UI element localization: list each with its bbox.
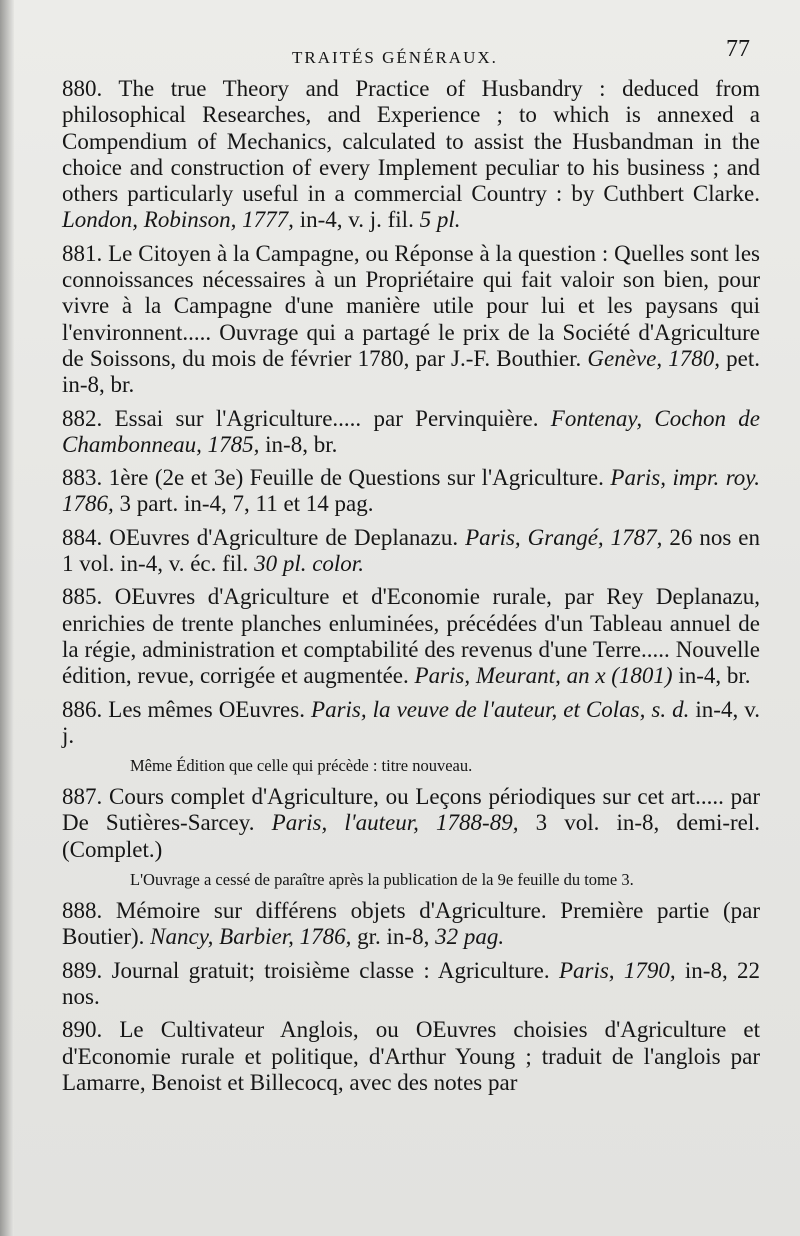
- entry-imprint: Nancy, Barbier, 1786,: [150, 924, 352, 950]
- entry-number: 882.: [62, 405, 103, 431]
- entry-title: Le Citoyen à la Campagne, ou Réponse à la question : Quelles sont les connoissances nécessaires à un Propriétaire qui fait valoir son bien, pour vivre à la Campagne d'une manière utile pour lui et les paysans qui l'environnent..... Ouvrage qui a partagé le prix de la Société d'Agriculture de Soissons, du mois de février 1780, par J.-F. Bouthier.: [62, 240, 760, 371]
- entry-title: Journal gratuit; troisième classe : Agriculture.: [111, 957, 550, 983]
- entry-extra: 30 pl. color.: [254, 551, 364, 577]
- catalogue-entry: [62, 241, 760, 399]
- catalogue-entry: [62, 465, 760, 518]
- entry-format: gr. in-8,: [357, 924, 430, 950]
- page-edge-shadow: [0, 0, 14, 1236]
- entry-imprint: Genève, 1780,: [587, 345, 720, 371]
- entry-title: Le Cultivateur Anglois, ou OEuvres choisies d'Agriculture et d'Economie rurale et politique, d'Arthur Young ; traduit de l'anglois par Lamarre, Benoist et Billecocq, avec des notes par: [62, 1017, 760, 1095]
- catalogue-entry: [62, 784, 760, 863]
- catalogue-entry: [62, 898, 760, 951]
- entry-format: 3 part. in-4, 7, 11 et 14 pag.: [119, 491, 374, 517]
- entry-format: in-4, v. j.: [62, 696, 761, 748]
- catalogue-entry: [62, 525, 760, 578]
- entry-number: 886.: [62, 696, 103, 722]
- entry-note: Même Édition que celle qui précède : titre nouveau.: [130, 756, 473, 776]
- entry-imprint: Fontenay, Cochon de Chambonneau, 1785,: [62, 405, 761, 457]
- entry-format: 3 vol. in-8, demi-rel. (Complet.): [62, 810, 761, 862]
- entry-format: in-4, v. j. fil.: [299, 207, 414, 233]
- entry-format: in-4, br.: [678, 663, 751, 689]
- entry-imprint: Paris, impr. roy. 1786,: [62, 465, 761, 517]
- page-number: 77: [726, 36, 750, 62]
- entry-imprint: Paris, Meurant, an x (1801): [414, 663, 673, 689]
- entry-title: 1ère (2e et 3e) Feuille de Questions sur l'Agriculture.: [108, 465, 604, 491]
- entry-imprint: London, Robinson, 1777,: [62, 207, 294, 233]
- entry-title: Mémoire sur différens objets d'Agriculture. Première partie (par Boutier).: [62, 898, 760, 950]
- entry-number: 885.: [62, 584, 103, 610]
- page-header: [62, 36, 760, 76]
- entry-format: in-8, br.: [265, 431, 338, 457]
- entry-imprint: Paris, la veuve de l'auteur, et Colas, s. d.: [311, 696, 690, 722]
- entry-imprint: Paris, Grangé, 1787,: [465, 524, 663, 550]
- running-title: TRAITÉS GÉNÉRAUX.: [292, 48, 498, 67]
- entry-title: OEuvres d'Agriculture et d'Economie rurale, par Rey Deplanazu, enrichies de trente planches enluminées, précédées d'un Tableau annuel de la régie, administration et comptabilité des revenus d'une Terre..... Nouvelle édition, revue, corrigée et augmentée.: [62, 584, 760, 689]
- entry-number: 887.: [62, 784, 103, 810]
- catalogue-entry: [62, 584, 760, 689]
- entry-extra: 32 pag.: [435, 924, 505, 950]
- catalogue-entry: [62, 406, 760, 459]
- entry-number: 884.: [62, 524, 103, 550]
- entry-number: 890.: [62, 1017, 103, 1043]
- entry-format: pet. in-8, br.: [62, 345, 761, 398]
- entry-number: 883.: [62, 465, 103, 491]
- entry-title: Cours complet d'Agriculture, ou Leçons périodiques sur cet art..... par De Sutières-Sarcey.: [62, 784, 761, 836]
- entry-title: Essai sur l'Agriculture..... par Pervinquière.: [114, 405, 539, 431]
- entry-note: L'Ouvrage a cessé de paraître après la publication de la 9e feuille du tome 3.: [130, 870, 634, 890]
- catalogue-entry: [62, 697, 760, 750]
- entry-number: 889.: [62, 957, 103, 983]
- entry-title: The true Theory and Practice of Husbandry : deduced from philosophical Researches, and Experience ; to which is annexed a Compendium of Mechanics, calculated to assist the Husbandman in the choice and construction of every Implement peculiar to his business ; and others particularly useful in a commercial Country : by Cuthbert Clarke.: [62, 76, 760, 207]
- catalogue-entry: [62, 76, 760, 234]
- catalogue-entry: [62, 1017, 760, 1096]
- entry-number: 880.: [62, 76, 103, 101]
- entry-imprint: Paris, l'auteur, 1788-89,: [271, 810, 519, 836]
- entry-number: 888.: [62, 898, 103, 924]
- entry-extra: 5 pl.: [419, 207, 461, 233]
- catalogue-entries: [62, 76, 760, 1096]
- entry-imprint: Paris, 1790,: [558, 957, 676, 983]
- entry-title: Les mêmes OEuvres.: [108, 696, 305, 722]
- entry-format: in-8, 22 nos.: [62, 957, 761, 1009]
- catalogue-entry: [62, 958, 760, 1011]
- entry-format: 26 nos en 1 vol. in-4, v. éc. fil.: [62, 524, 761, 577]
- entry-number: 881.: [62, 240, 103, 266]
- entry-title: OEuvres d'Agriculture de Deplanazu.: [109, 524, 459, 550]
